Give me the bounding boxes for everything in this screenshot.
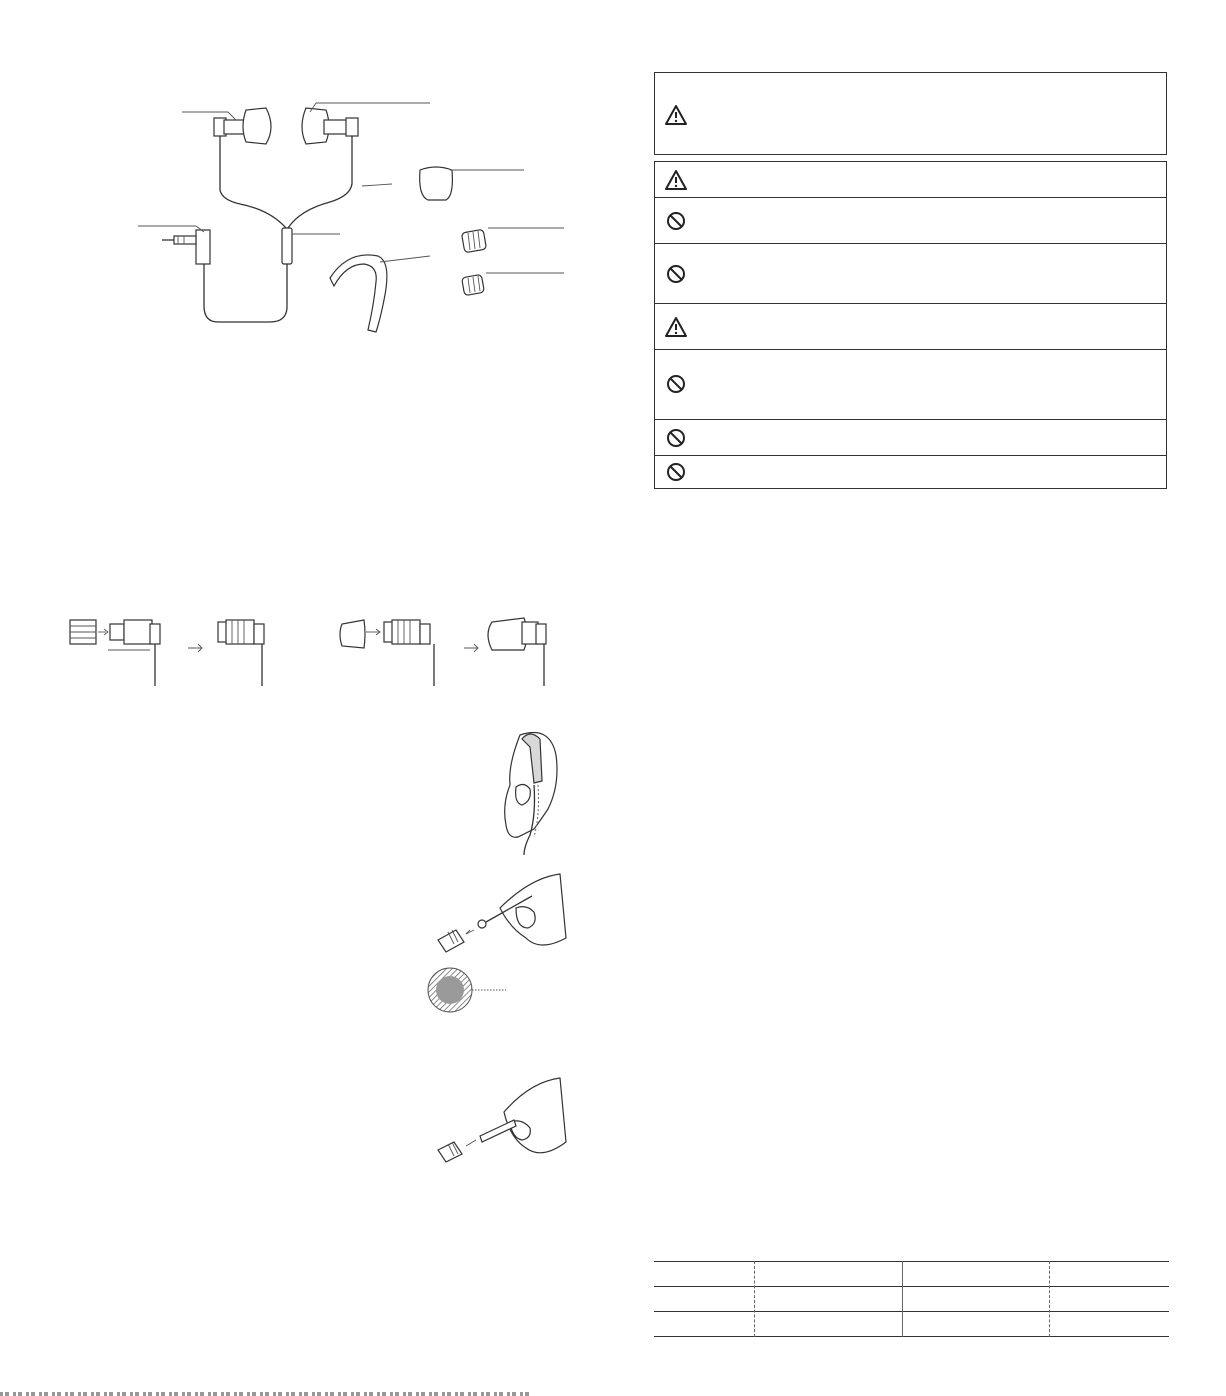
filter-replace-illustration (430, 868, 570, 958)
right-earpiece (302, 108, 358, 152)
prohibited-icon (665, 263, 687, 285)
filter-nozzle-1 (461, 229, 486, 253)
filter-nozzle-2 (462, 274, 485, 295)
warning-triangle-icon (665, 316, 687, 338)
prohibited-row (654, 419, 1167, 456)
earphone-set-illustration (0, 0, 620, 360)
warning-row-header (654, 72, 1167, 155)
table-rule-bottom (654, 1336, 1169, 1337)
prohibited-row (654, 455, 1167, 489)
table-rule (654, 1311, 1169, 1312)
bottom-print-strip (0, 1392, 530, 1396)
warning-triangle-icon (665, 104, 687, 126)
table-rule-top (654, 1261, 1169, 1262)
warning-triangle-icon (665, 169, 687, 191)
filter-disc-closeup (426, 966, 516, 1016)
ear-hook (330, 255, 387, 332)
warning-row (654, 161, 1167, 198)
prohibited-row (654, 243, 1167, 304)
audio-plug (162, 230, 210, 264)
foam-eartip (420, 167, 453, 200)
nozzle-removal-illustration (430, 1076, 570, 1166)
table-rule (654, 1286, 1169, 1287)
product-parts-diagram (0, 0, 620, 360)
table-column-divider (1049, 1261, 1050, 1337)
table-column-divider (902, 1261, 903, 1337)
cable-splitter (282, 228, 292, 264)
left-earpiece (214, 108, 271, 150)
prohibited-icon (665, 461, 687, 483)
prohibited-icon (665, 373, 687, 395)
specification-table (654, 1261, 1169, 1337)
warning-row (654, 303, 1167, 350)
wearing-ear-hook-illustration (490, 725, 570, 860)
prohibited-row (654, 197, 1167, 244)
assembly-steps-diagram (60, 610, 580, 700)
table-column-divider (754, 1261, 755, 1337)
prohibited-icon (665, 427, 687, 449)
prohibited-row (654, 349, 1167, 420)
prohibited-icon (665, 210, 687, 232)
